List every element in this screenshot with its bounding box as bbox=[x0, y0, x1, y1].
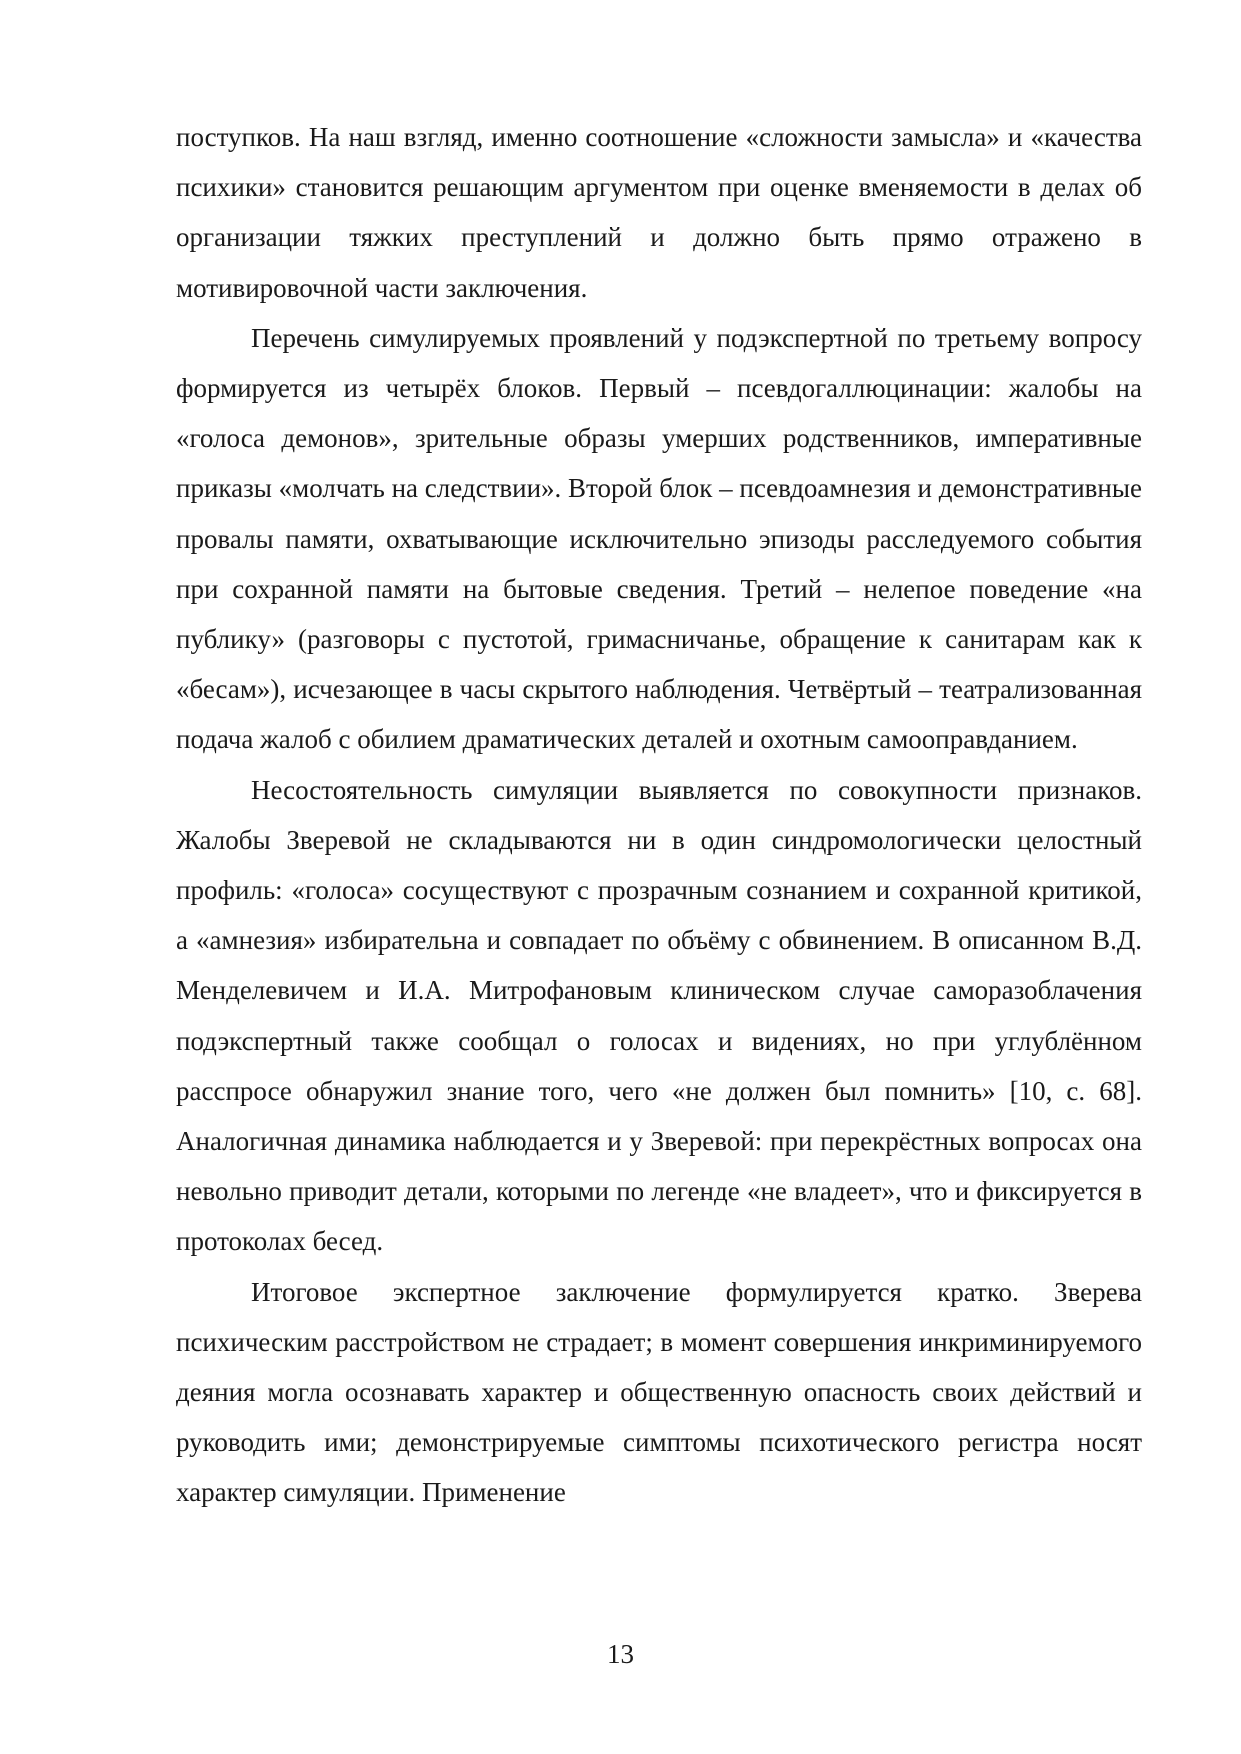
paragraph-4: Итоговое экспертное заключение формулируется кратко. Зверева психическим расстройством не страдает; в момент совершения инкриминируемого деяния могла осознавать характер и общественную опасность своих действий и руководить ими; демонстрируемые симптомы психотического регистра носят характер симуляции. Применение bbox=[176, 1276, 1142, 1508]
paragraph-1: поступков. На наш взгляд, именно соотношение «сложности замысла» и «качества психики» становится решающим аргументом при оценке вменяемости в делах об организации тяжких преступлений и должно быть прямо отражено в мотивировочной части заключения. bbox=[176, 122, 1142, 303]
paragraph-3: Несостоятельность симуляции выявляется по совокупности признаков. Жалобы Зверевой не складываются ни в один синдромологически целостный профиль: «голоса» сосуществуют с прозрачным сознанием и сохранной критикой, а «амнезия» избирательна и совпадает по объёму с обвинением. В описанном В.Д. Менделевичем и И.А. Митрофановым клиническом случае саморазоблачения подэкспертный также сообщал о голосах и видениях, но при углублённом расспросе обнаружил знание того, чего «не должен был помнить» [10, с. 68]. Аналогичная динамика наблюдается и у Зверевой: при перекрёстных вопросах она невольно приводит детали, которыми по легенде «не владеет», что и фиксируется в протоколах бесед. bbox=[176, 774, 1142, 1257]
paragraph-2: Перечень симулируемых проявлений у подэкспертной по третьему вопросу формируется из четырёх блоков. Первый – псевдогаллюцинации: жалобы на «голоса демонов», зрительные образы умерших родственников, императивные приказы «молчать на следствии». Второй блок – псевдоамнезия и демонстративные провалы памяти, охватывающие исключительно эпизоды расследуемого события при сохранной памяти на бытовые сведения. Третий – нелепое поведение «на публику» (разговоры с пустотой, гримасничанье, обращение к санитарам как к «бесам»), исчезающее в часы скрытого наблюдения. Четвёртый – театрализованная подача жалоб с обилием драматических деталей и охотным самооправданием. bbox=[176, 322, 1142, 755]
body-text bbox=[176, 112, 1142, 1518]
page-number: 13 bbox=[607, 1639, 634, 1669]
